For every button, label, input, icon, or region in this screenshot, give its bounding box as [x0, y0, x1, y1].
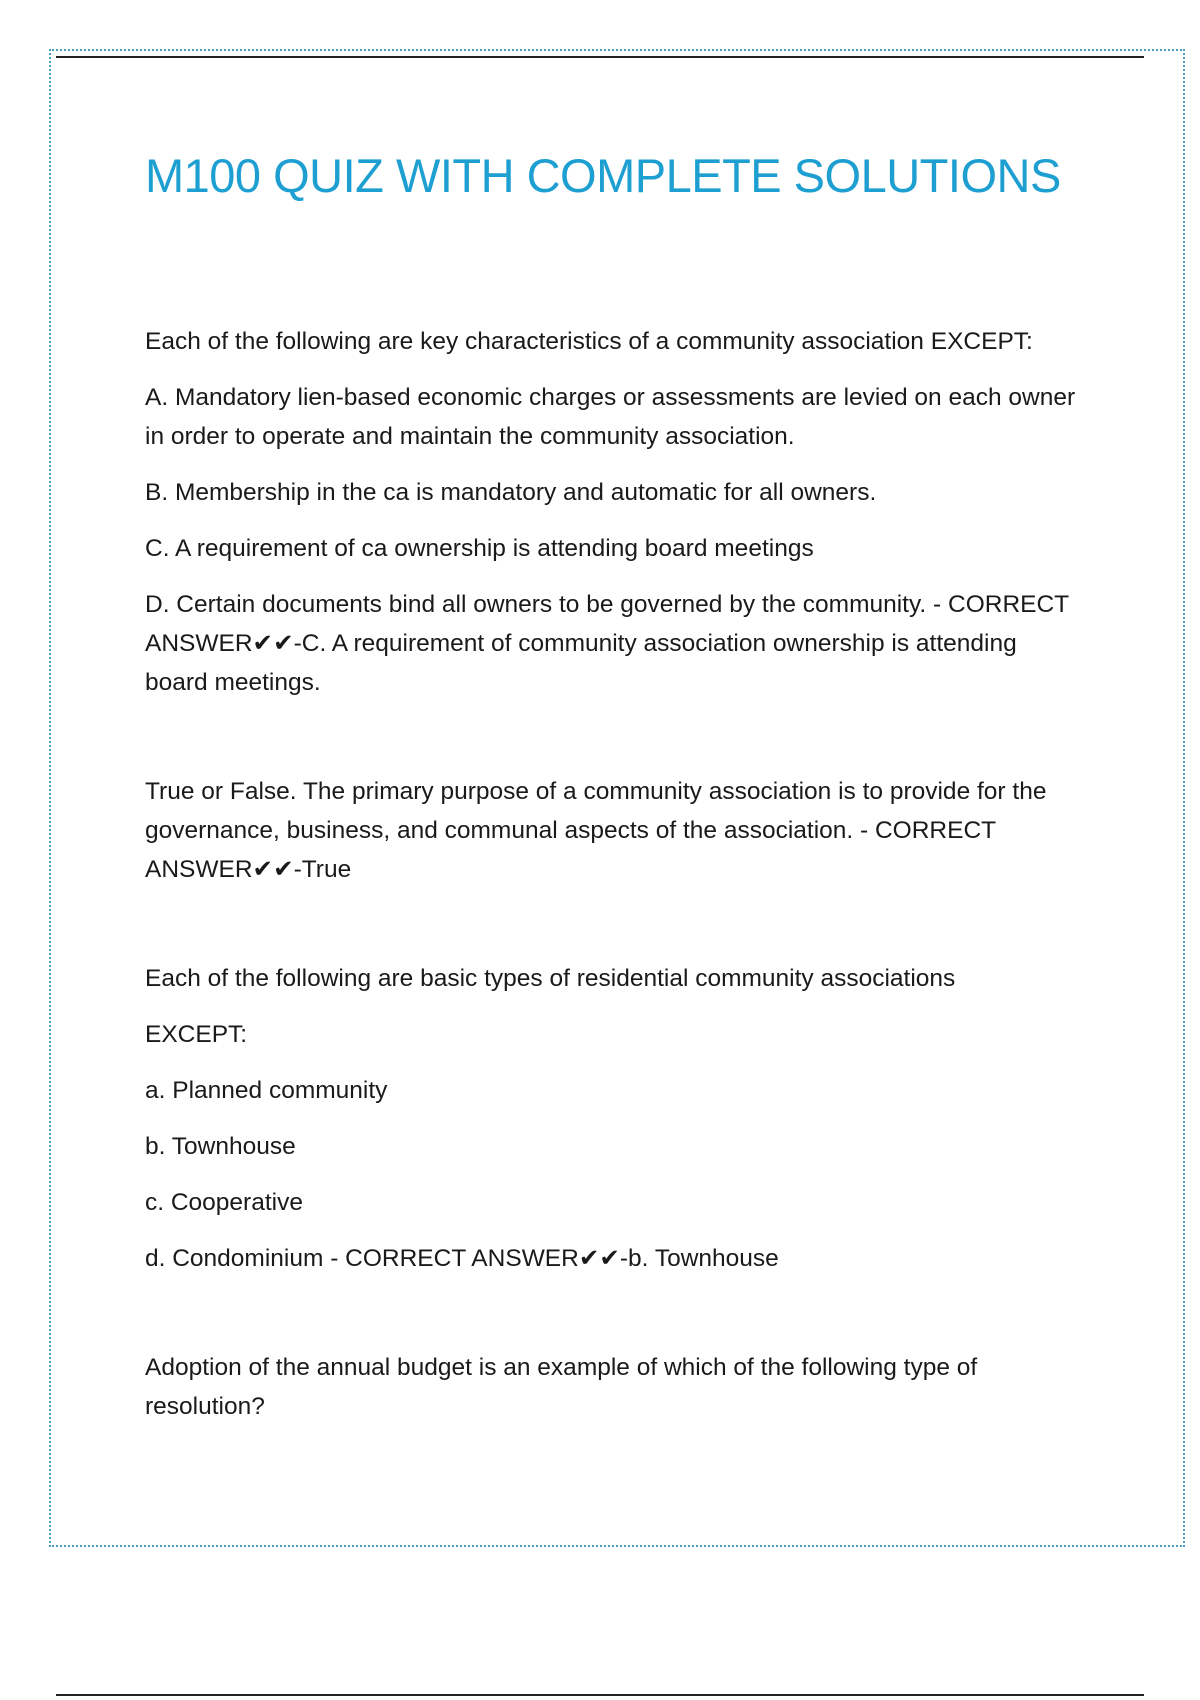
question-1 [145, 322, 1085, 702]
question-3-option-c: c. Cooperative [145, 1189, 303, 1216]
question-3-option-b: b. Townhouse [145, 1133, 296, 1160]
document-title: M100 QUIZ WITH COMPLETE SOLUTIONS [145, 149, 1061, 202]
question-2 [145, 772, 1085, 889]
top-rule [56, 56, 1144, 58]
question-3-option-d-answer: d. Condominium - CORRECT ANSWER✔✔-b. Townhouse [145, 1245, 779, 1272]
question-1-option-d-answer: D. Certain documents bind all owners to be governed by the community. - CORRECT ANSWER✔✔-C. A requirement of community association ownership is attending board meetings. [145, 591, 1069, 696]
quiz-content [145, 322, 1085, 1443]
question-3-option-a: a. Planned community [145, 1077, 388, 1104]
bottom-rule [56, 1694, 1144, 1696]
question-3-prompt-cont: EXCEPT: [145, 1021, 248, 1048]
question-4-prompt: Adoption of the annual budget is an example of which of the following type of resolution? [145, 1354, 978, 1420]
question-4 [145, 1348, 1085, 1426]
question-3-prompt: Each of the following are basic types of residential community associations [145, 965, 956, 992]
question-1-option-a: A. Mandatory lien-based economic charges or assessments are levied on each owner in order to operate and maintain the community association. [145, 384, 1076, 450]
question-1-option-c: C. A requirement of ca ownership is attending board meetings [145, 535, 814, 562]
question-1-option-b: B. Membership in the ca is mandatory and automatic for all owners. [145, 479, 877, 506]
question-3 [145, 959, 1085, 1278]
question-2-prompt-answer: True or False. The primary purpose of a community association is to provide for the governance, business, and communal aspects of the association. - CORRECT ANSWER✔✔-True [145, 778, 1047, 883]
question-1-prompt: Each of the following are key characteristics of a community association EXCEPT: [145, 328, 1033, 355]
